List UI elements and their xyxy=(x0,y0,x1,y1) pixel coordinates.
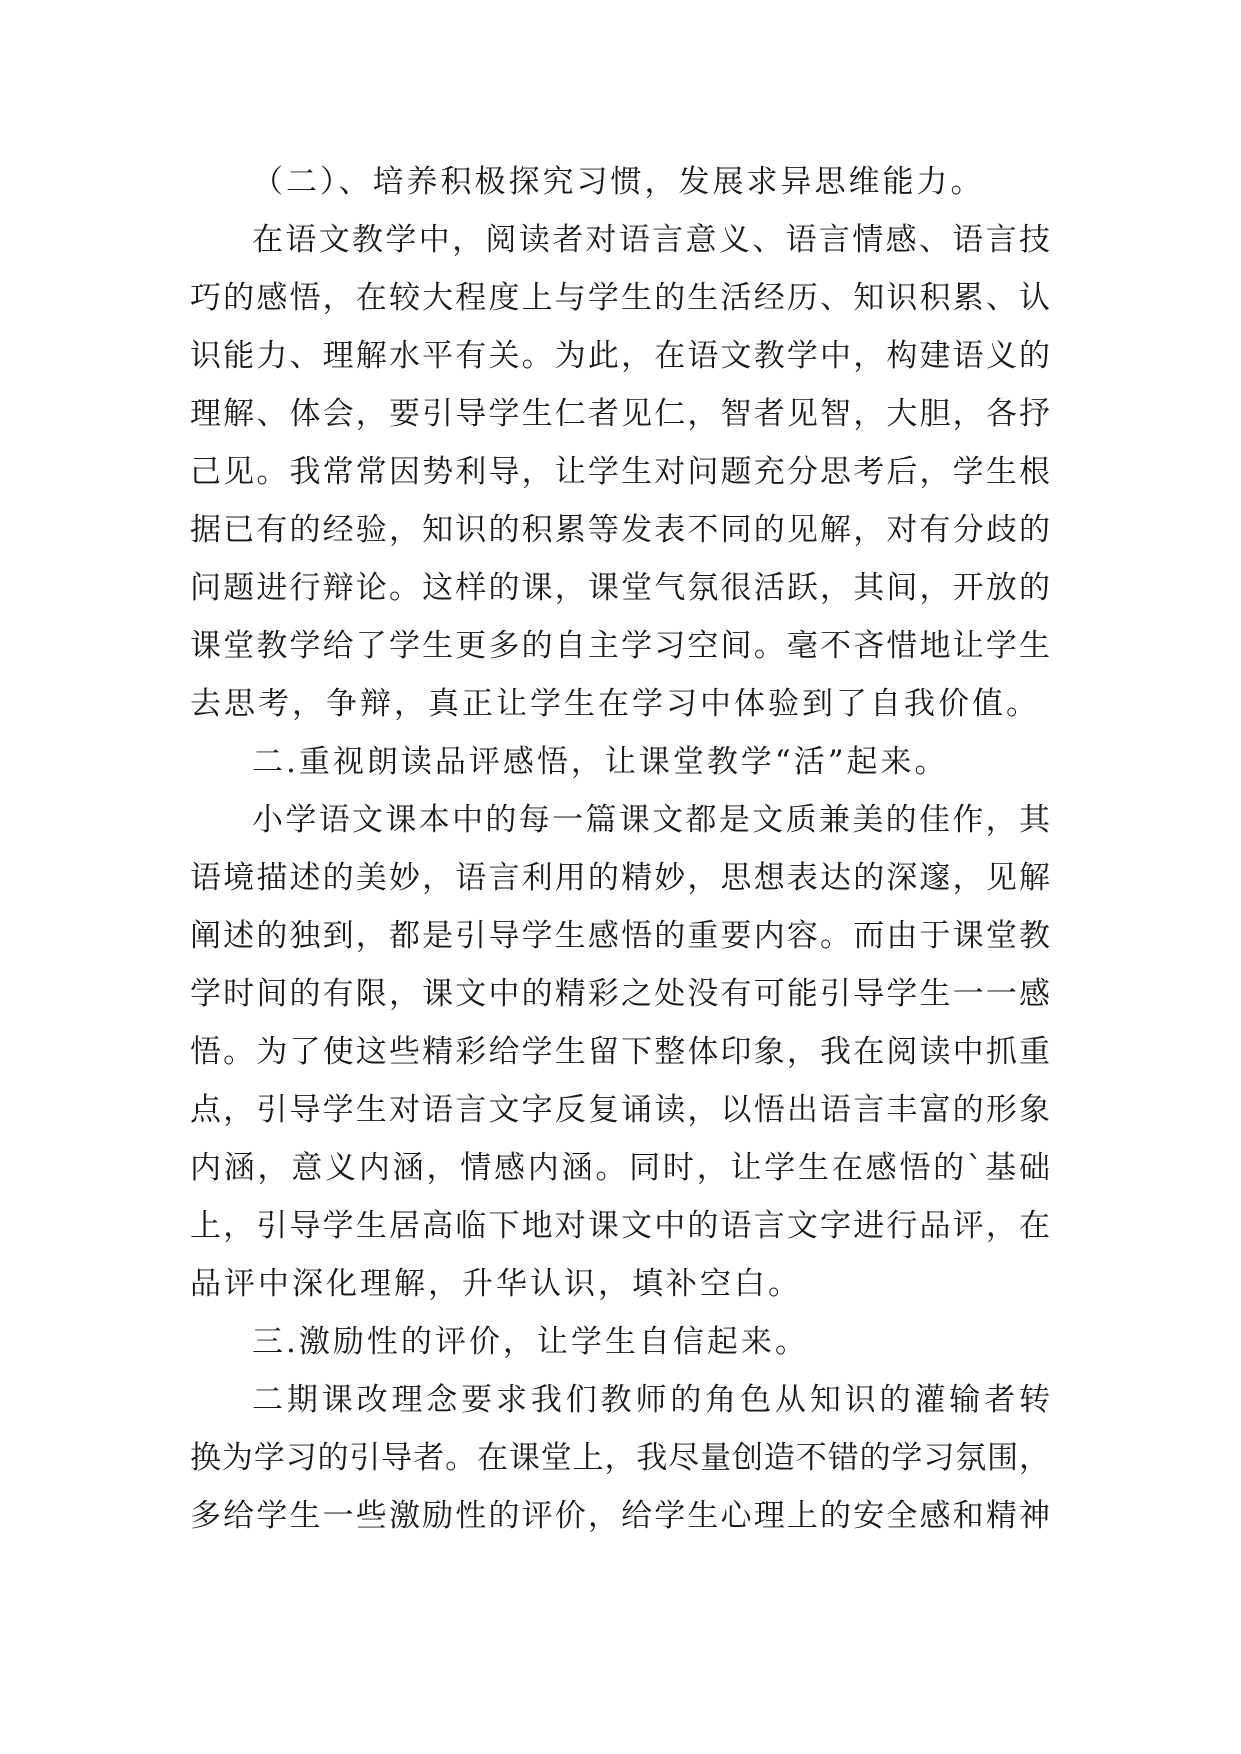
text-line: 课堂教学给了学生更多的自主学习空间。毫不吝惜地让学生 xyxy=(190,628,1050,664)
text-line: 悟。为了使这些精彩给学生留下整体印象，我在阅读中抓重 xyxy=(190,1034,1050,1070)
text-line: 二期课改理念要求我们教师的角色从知识的灌输者转 xyxy=(252,1382,1050,1418)
text-line: 学时间的有限，课文中的精彩之处没有可能引导学生一一感 xyxy=(190,976,1050,1012)
text-line: 点，引导学生对语言文字反复诵读，以悟出语言丰富的形象 xyxy=(190,1092,1050,1128)
text-line: 语境描述的美妙，语言利用的精妙，思想表达的深邃，见解 xyxy=(190,860,1050,896)
text-line: 在语文教学中，阅读者对语言意义、语言情感、语言技 xyxy=(252,222,1050,258)
text-line: 理解、体会，要引导学生仁者见仁，智者见智，大胆，各抒 xyxy=(190,396,1050,432)
text-line: 阐述的独到，都是引导学生感悟的重要内容。而由于课堂教 xyxy=(190,918,1050,954)
text-line: 问题进行辩论。这样的课，课堂气氛很活跃，其间，开放的 xyxy=(190,570,1050,606)
text-line: 品评中深化理解，升华认识，填补空白。 xyxy=(190,1266,802,1302)
text-line: 己见。我常常因势利导，让学生对问题充分思考后，学生根 xyxy=(190,454,1050,490)
text-line: 上，引导学生居高临下地对课文中的语言文字进行品评，在 xyxy=(190,1208,1050,1244)
text-line: 识能力、理解水平有关。为此，在语文教学中，构建语义的 xyxy=(190,338,1050,374)
text-line: 据已有的经验，知识的积累等发表不同的见解，对有分歧的 xyxy=(190,512,1050,548)
text-line: 去思考，争辩，真正让学生在学习中体验到了自我价值。 xyxy=(190,686,1040,722)
section-heading: 三.激励性的评价，让学生自信起来。 xyxy=(252,1324,809,1360)
text-line: 小学语文课本中的每一篇课文都是文质兼美的佳作，其 xyxy=(252,802,1050,838)
text-line: 多给学生一些激励性的评价，给学生心理上的安全感和精神 xyxy=(190,1498,1050,1534)
text-line: 巧的感悟，在较大程度上与学生的生活经历、知识积累、认 xyxy=(190,280,1050,316)
text-line: 换为学习的引导者。在课堂上，我尽量创造不错的学习氛围， xyxy=(190,1440,1050,1476)
subheading-line: （二）、培养积极探究习惯，发展求异思维能力。 xyxy=(252,164,985,200)
section-heading: 二.重视朗读品评感悟，让课堂教学“活”起来。 xyxy=(252,744,949,780)
text-line: 内涵，意义内涵，情感内涵。同时，让学生在感悟的`基础 xyxy=(190,1150,1050,1186)
